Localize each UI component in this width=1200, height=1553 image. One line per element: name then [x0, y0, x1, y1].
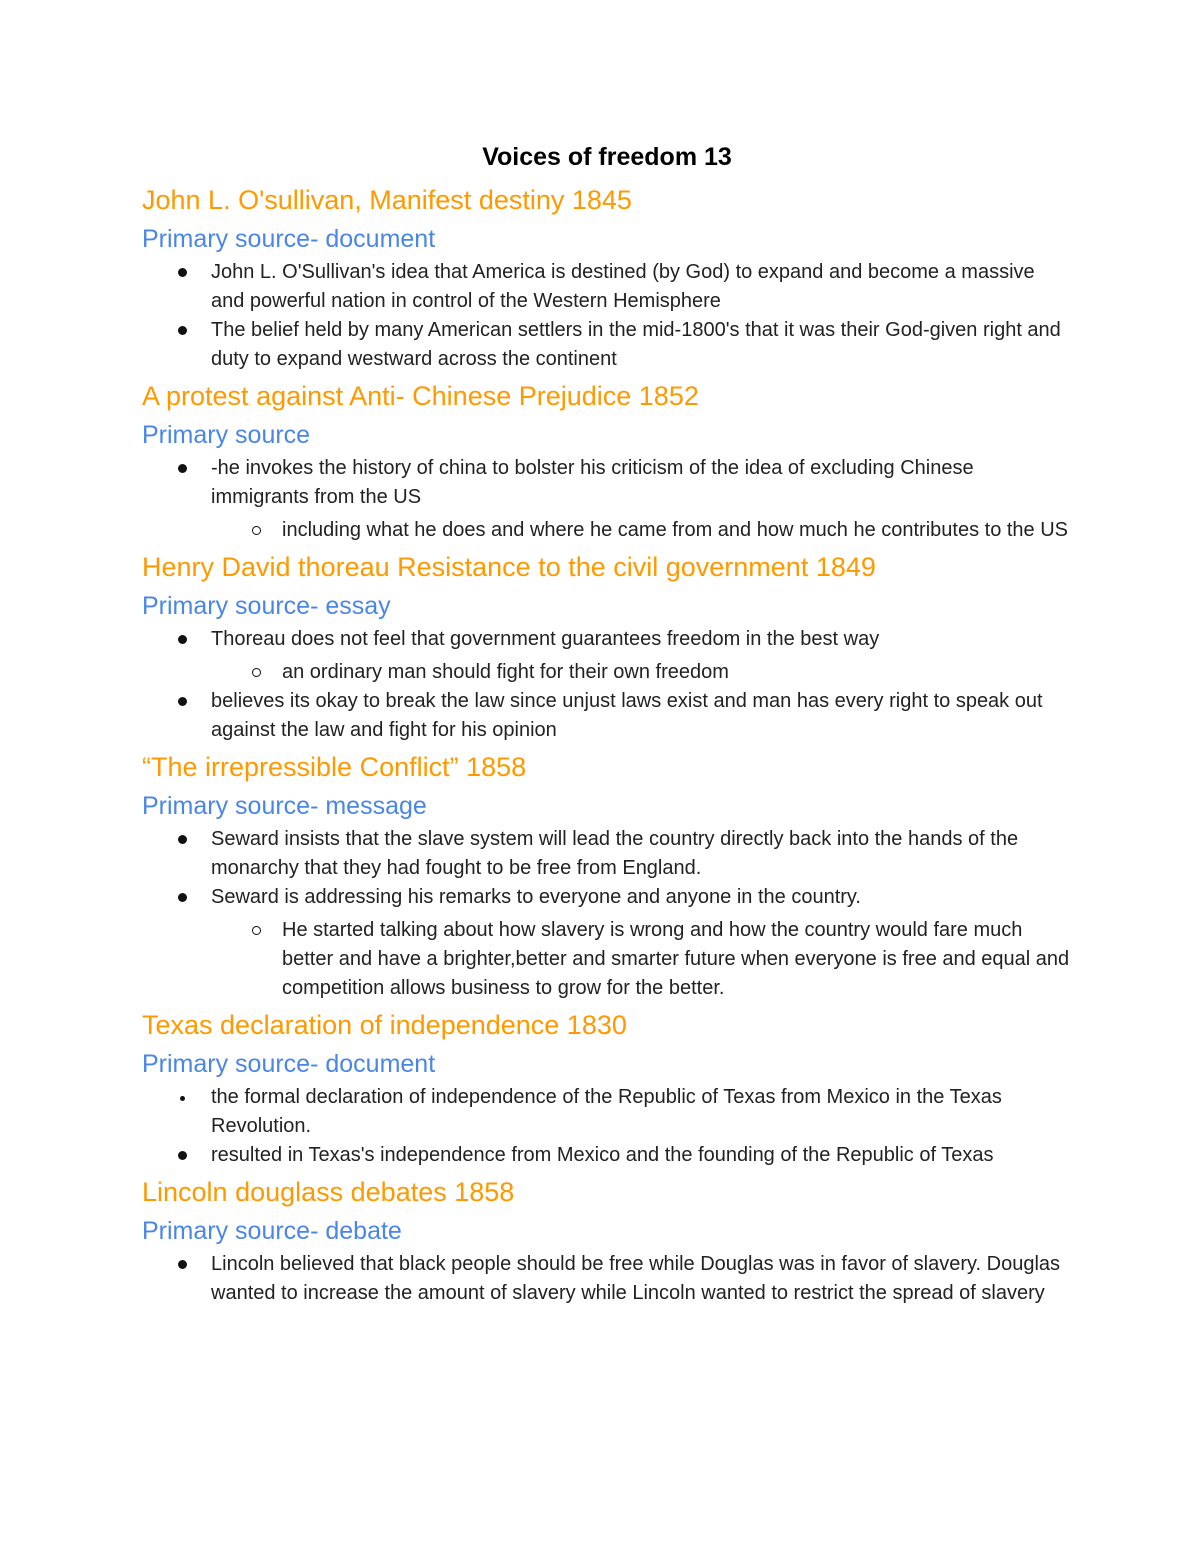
- sub-list-item: [142, 916, 1072, 1003]
- sub-list-item: [142, 658, 1072, 687]
- hollow-bullet-icon: [252, 668, 261, 677]
- list-item-text: John L. O'Sullivan's idea that America is destined (by God) to expand and become a massive and powerful nation in control of the Western Hemisphere: [211, 261, 1035, 312]
- bullet-dot-icon: [178, 635, 187, 644]
- section-irrepressible-conflict: [142, 749, 1072, 1003]
- page-title: Voices of freedom 13: [482, 143, 732, 171]
- list-item: [142, 1083, 1072, 1141]
- list-item-text: The belief held by many American settlers in the mid-1800's that it was their God-given right and duty to expand westward across the continent: [211, 319, 1061, 370]
- source-label: Primary source- essay: [142, 592, 391, 620]
- bullet-list: [142, 687, 1072, 745]
- source-label: Primary source- message: [142, 792, 427, 820]
- sub-list-item-text: He started talking about how slavery is wrong and how the country would fare much better and have a brighter,better and smarter future when everyone is free and equal and competition allows business to grow for the better.: [282, 919, 1070, 999]
- sub-list-item-text: an ordinary man should fight for their own freedom: [282, 661, 729, 683]
- bullet-list: [142, 1083, 1072, 1170]
- list-item-text: the formal declaration of independence of the Republic of Texas from Mexico in the Texas Revolution.: [211, 1086, 1002, 1137]
- list-item: [142, 625, 1072, 654]
- section-texas-declaration: [142, 1007, 1072, 1170]
- bullet-dot-icon: [178, 835, 187, 844]
- bullet-dot-icon: [178, 268, 187, 277]
- sub-bullet-list: [142, 658, 1072, 687]
- section-heading: Henry David thoreau Resistance to the civil government 1849: [142, 552, 876, 582]
- section-heading: John L. O'sullivan, Manifest destiny 1845: [142, 185, 632, 215]
- bullet-dot-icon: [178, 1151, 187, 1160]
- list-item: [142, 454, 1072, 512]
- list-item: [142, 883, 1072, 912]
- list-item-text: believes its okay to break the law since unjust laws exist and man has every right to speak out against the law and fight for his opinion: [211, 690, 1043, 741]
- section-lincoln-douglas-debates: [142, 1174, 1072, 1308]
- section-heading: Lincoln douglass debates 1858: [142, 1177, 515, 1207]
- section-heading: A protest against Anti- Chinese Prejudice 1852: [142, 381, 699, 411]
- hollow-bullet-icon: [252, 926, 261, 935]
- list-item-text: Thoreau does not feel that government guarantees freedom in the best way: [211, 628, 880, 650]
- list-item: [142, 687, 1072, 745]
- list-item-text: -he invokes the history of china to bolster his criticism of the idea of excluding Chinese immigrants from the US: [211, 457, 974, 508]
- sub-list-item: [142, 516, 1072, 545]
- source-label: Primary source- debate: [142, 1217, 402, 1245]
- bullet-dot-icon: [180, 1096, 185, 1101]
- bullet-dot-icon: [178, 464, 187, 473]
- bullet-list: [142, 1250, 1072, 1308]
- section-anti-chinese-prejudice: [142, 378, 1072, 545]
- section-thoreau: [142, 549, 1072, 745]
- sub-bullet-list: [142, 916, 1072, 1003]
- bullet-dot-icon: [178, 697, 187, 706]
- bullet-dot-icon: [178, 326, 187, 335]
- section-heading: “The irrepressible Conflict” 1858: [142, 752, 527, 782]
- bullet-dot-icon: [178, 1260, 187, 1269]
- bullet-list: [142, 454, 1072, 512]
- section-manifest-destiny: [142, 182, 1072, 374]
- hollow-bullet-icon: [252, 526, 261, 535]
- list-item-text: Seward is addressing his remarks to everyone and anyone in the country.: [211, 886, 861, 908]
- list-item-text: Seward insists that the slave system will lead the country directly back into the hands of the monarchy that they had fought to be free from England.: [211, 828, 1019, 879]
- list-item-text: Lincoln believed that black people should be free while Douglas was in favor of slavery. Douglas wanted to increase the amount of slavery while Lincoln wanted to restrict the spread of slavery: [211, 1253, 1061, 1304]
- bullet-list: [142, 825, 1072, 912]
- list-item: [142, 316, 1072, 374]
- source-label: Primary source- document: [142, 225, 436, 253]
- source-label: Primary source: [142, 421, 311, 449]
- list-item: [142, 1250, 1072, 1308]
- list-item: [142, 825, 1072, 883]
- bullet-dot-icon: [178, 893, 187, 902]
- sub-list-item-text: including what he does and where he came from and how much he contributes to the US: [282, 519, 1069, 541]
- document-body: [142, 140, 1072, 1312]
- list-item-text: resulted in Texas's independence from Mexico and the founding of the Republic of Texas: [211, 1144, 994, 1166]
- source-label: Primary source- document: [142, 1050, 436, 1078]
- list-item: [142, 1141, 1072, 1170]
- sub-bullet-list: [142, 516, 1072, 545]
- section-heading: Texas declaration of independence 1830: [142, 1010, 627, 1040]
- list-item: [142, 258, 1072, 316]
- bullet-list: [142, 625, 1072, 654]
- bullet-list: [142, 258, 1072, 374]
